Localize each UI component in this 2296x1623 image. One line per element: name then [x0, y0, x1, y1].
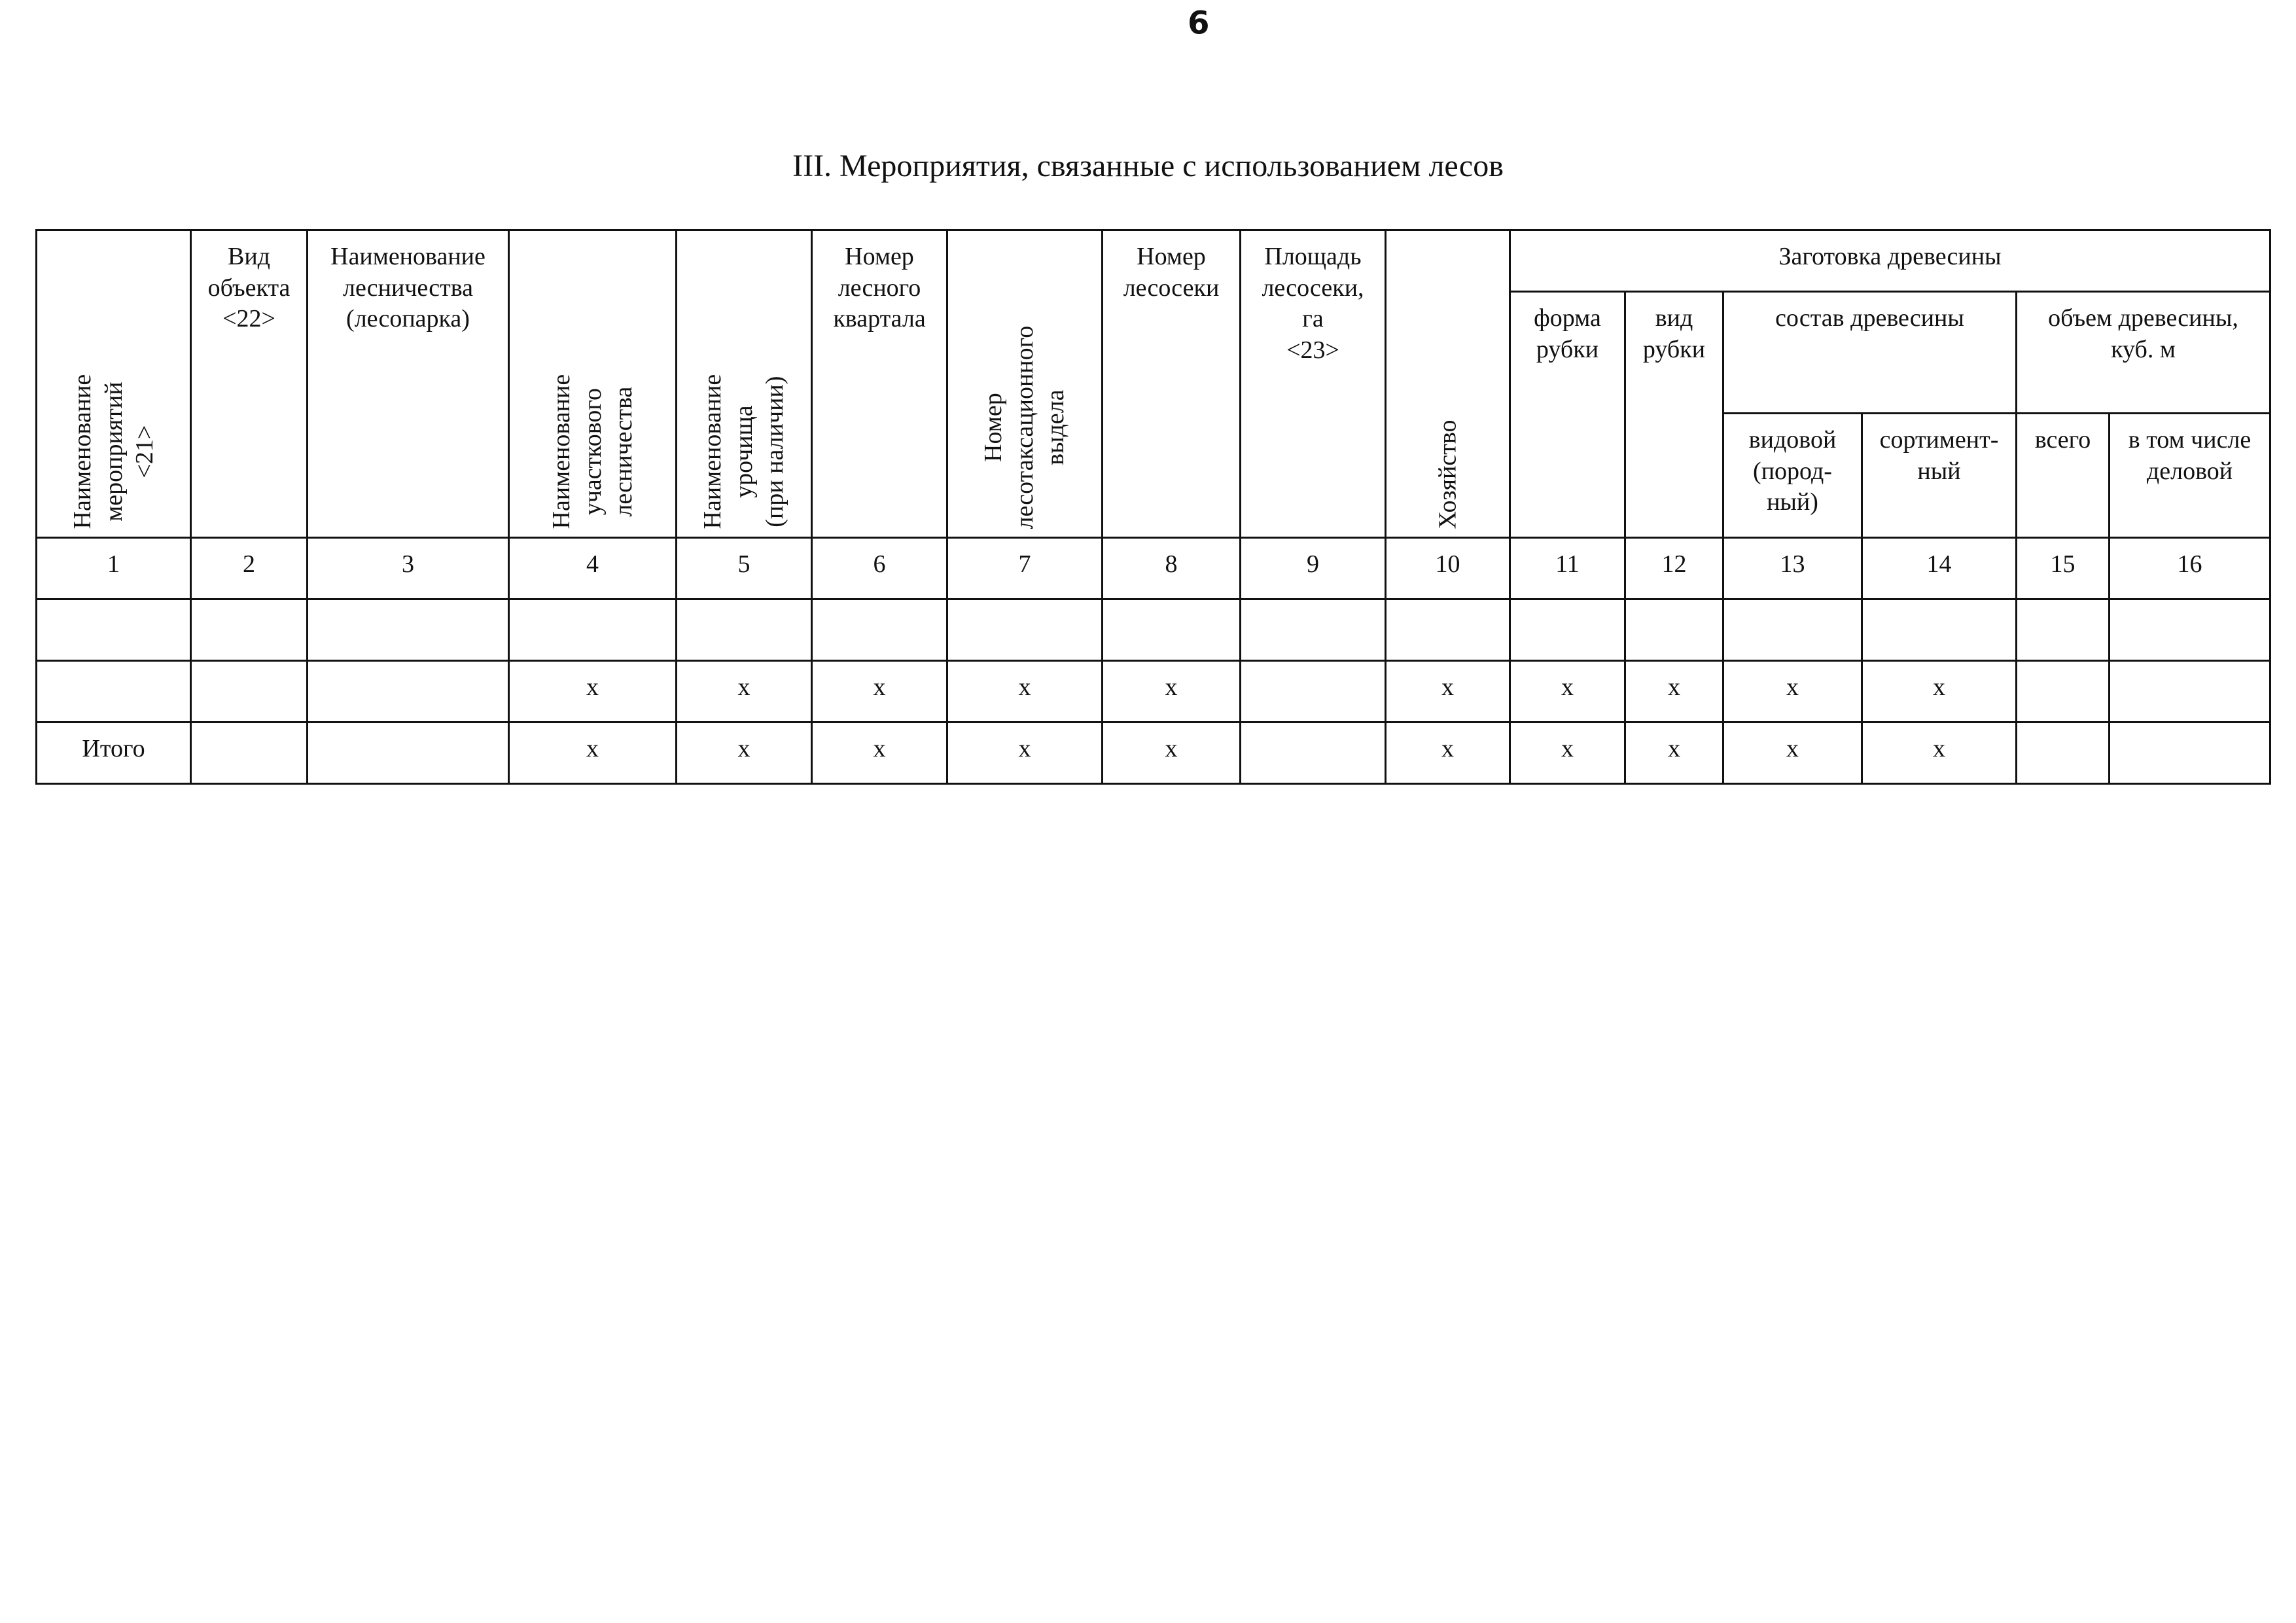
column-number-row [37, 538, 2270, 599]
table-cell[interactable] [1386, 599, 1510, 661]
header-composition: состав древесины [1723, 292, 2017, 414]
table-cell: х [509, 661, 677, 722]
table-cell[interactable] [677, 599, 812, 661]
column-number: 12 [1625, 538, 1723, 599]
table-cell[interactable] [37, 661, 191, 722]
table-cell: х [1723, 661, 1862, 722]
header-area: Площадь лесосеки, га <23> [1241, 230, 1386, 538]
table-cell: х [947, 722, 1103, 784]
table-cell[interactable] [308, 661, 509, 722]
header-object-type: Вид объекта <22> [191, 230, 308, 538]
column-number: 5 [677, 538, 812, 599]
column-number: 4 [509, 538, 677, 599]
header-incl-business: в том числе деловой [2110, 414, 2270, 538]
header-tract: Наименование урочища (при наличии) [677, 230, 812, 538]
table-cell[interactable] [2017, 722, 2110, 784]
column-number: 15 [2017, 538, 2110, 599]
table-cell: х [1386, 722, 1510, 784]
header-species: видовой (пород- ный) [1723, 414, 1862, 538]
table-cell[interactable] [947, 599, 1103, 661]
table-cell: х [1510, 661, 1625, 722]
table-cell[interactable] [1241, 599, 1386, 661]
table-cell: х [677, 661, 812, 722]
column-number: 11 [1510, 538, 1625, 599]
table-cell: х [1723, 722, 1862, 784]
table-cell[interactable] [509, 599, 677, 661]
header-assortment: сортимент- ный [1862, 414, 2017, 538]
table-cell[interactable] [191, 661, 308, 722]
table-cell[interactable] [191, 599, 308, 661]
header-cut-form: форма рубки [1510, 292, 1625, 538]
table-cell: х [509, 722, 677, 784]
header-farm: Хозяйство [1386, 230, 1510, 538]
table-cell: х [1862, 722, 2017, 784]
table-cell: х [947, 661, 1103, 722]
table-cell[interactable] [191, 722, 308, 784]
column-number: 16 [2110, 538, 2270, 599]
header-event-name: Наименование мероприятий <21> [37, 230, 191, 538]
table-cell[interactable] [2110, 661, 2270, 722]
table-cell[interactable] [308, 722, 509, 784]
section-title: III. Мероприятия, связанные с использованием лесов [792, 149, 1504, 183]
header-volume: объем древесины, куб. м [2017, 292, 2270, 414]
table-cell: х [812, 722, 947, 784]
table-cell[interactable] [2110, 599, 2270, 661]
column-number: 3 [308, 538, 509, 599]
column-number: 14 [1862, 538, 2017, 599]
table-cell[interactable] [1862, 599, 2017, 661]
total-label: Итого [37, 722, 191, 784]
table-row [37, 599, 2270, 661]
table-cell: х [1103, 722, 1241, 784]
header-total: всего [2017, 414, 2110, 538]
table-cell[interactable] [2017, 599, 2110, 661]
forest-use-events-table [35, 229, 2271, 785]
table-cell: х [812, 661, 947, 722]
table-cell[interactable] [308, 599, 509, 661]
table-cell: х [677, 722, 812, 784]
table-cell[interactable] [1241, 661, 1386, 722]
column-number: 1 [37, 538, 191, 599]
table-cell[interactable] [1241, 722, 1386, 784]
table-cell[interactable] [1103, 599, 1241, 661]
column-number: 13 [1723, 538, 1862, 599]
table-cell[interactable] [1510, 599, 1625, 661]
table-cell: х [1862, 661, 2017, 722]
total-row [37, 722, 2270, 784]
table-cell[interactable] [2110, 722, 2270, 784]
table-row [37, 661, 2270, 722]
table-cell: х [1625, 722, 1723, 784]
header-forestry-name: Наименование лесничества (лесопарка) [308, 230, 509, 538]
table-cell: х [1510, 722, 1625, 784]
column-number: 7 [947, 538, 1103, 599]
header-cutting-area: Номер лесосеки [1103, 230, 1241, 538]
header-harvest: Заготовка древесины [1510, 230, 2270, 292]
table-cell: х [1386, 661, 1510, 722]
page-number: 9 [1188, 3, 1210, 39]
table-cell[interactable] [37, 599, 191, 661]
header-district-forestry: Наименование участкового лесничества [509, 230, 677, 538]
column-number: 6 [812, 538, 947, 599]
table-cell[interactable] [2017, 661, 2110, 722]
column-number: 10 [1386, 538, 1510, 599]
column-number: 9 [1241, 538, 1386, 599]
table-cell[interactable] [812, 599, 947, 661]
column-number: 8 [1103, 538, 1241, 599]
table-cell[interactable] [1723, 599, 1862, 661]
table-cell: х [1103, 661, 1241, 722]
header-quarter: Номер лесного квартала [812, 230, 947, 538]
table-cell[interactable] [1625, 599, 1723, 661]
column-number: 2 [191, 538, 308, 599]
table-cell: х [1625, 661, 1723, 722]
header-cut-type: вид рубки [1625, 292, 1723, 538]
header-allotment: Номер лесотаксационного выдела [947, 230, 1103, 538]
